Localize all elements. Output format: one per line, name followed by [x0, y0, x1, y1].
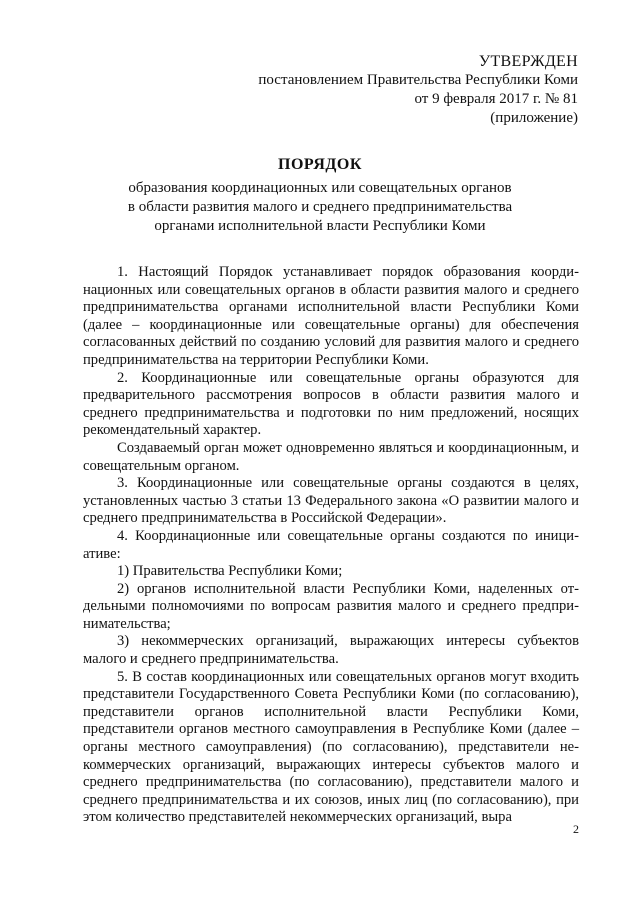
paragraph-4-item-2: 2) органов исполнительной власти Республики Коми, наделенных отдельными полномочиями по вопросам развития малого и среднего предпринимательства; [83, 580, 579, 632]
approval-line-date: от 9 февраля 2017 г. № 81 [414, 91, 578, 107]
approval-title: УТВЕРЖДЕН [478, 53, 578, 70]
approval-stamp [258, 52, 578, 128]
document-title-line-3: органами исполнительной власти Республики Коми [154, 218, 486, 234]
paragraph-2-note: Создаваемый орган может одновременно являться и координационным, и совещательным органом. [83, 439, 579, 474]
approval-line-appendix: (приложение) [490, 110, 578, 126]
document-title-line-2: в области развития малого и среднего предпринимательства [127, 199, 513, 215]
paragraph-1: 1. Настоящий Порядок устанавливает порядок образования координационных или совещательных органов в области развития малого и среднего предпринимательства органами исполнительной власти Республики Коми (далее – координационные или совещательные органы) для обеспечения согласованных действий по созданию условий для развития малого и среднего предпринимательства на территории Республики Коми. [83, 264, 579, 368]
paragraph-3: 3. Координационные или совещательные органы создаются в целях, установленных частью 3 статьи 13 Федерального закона «О развитии малого и среднего предпринимательства в Российской Федерации». [83, 475, 579, 527]
paragraph-4: 4. Координационные или совещательные органы создаются по инициативе: [83, 527, 579, 562]
page-number: 2 [573, 822, 579, 836]
document-title-line-1: образования координационных или совещательных органов [128, 180, 512, 196]
document-title [60, 155, 580, 236]
document-title-main: ПОРЯДОК [278, 156, 362, 173]
document-body [83, 264, 579, 827]
paragraph-4-item-1: 1) Правительства Республики Коми; [117, 563, 343, 580]
approval-line-resolution: постановлением Правительства Республики Коми [258, 72, 578, 88]
paragraph-4-item-3: 3) некоммерческих организаций, выражающих интересы субъектов малого и среднего предпринимательства. [83, 633, 579, 668]
paragraph-2: 2. Координационные или совещательные органы образуются для предварительного рассмотрения вопросов в области развития малого и среднего предпринимательства и подготовки по ним предложений, носящих рекомендательный характер. [83, 369, 579, 439]
paragraph-5: 5. В состав координационных или совещательных органов могут входить представители Государственного Совета Республики Коми (по согласованию), представители органов исполнительной власти Республики Коми, представители органов местного самоуправления в Республике Коми (далее – органы местного самоуправления) (по согласованию), представители некоммерческих организаций, выражающих интересы субъектов малого и среднего предпринимательства (по согласованию), представители малого и среднего предпринимательства и их союзов, иных лиц (по согласованию), при этом количество представителей некоммерческих организаций, выра [83, 668, 579, 826]
